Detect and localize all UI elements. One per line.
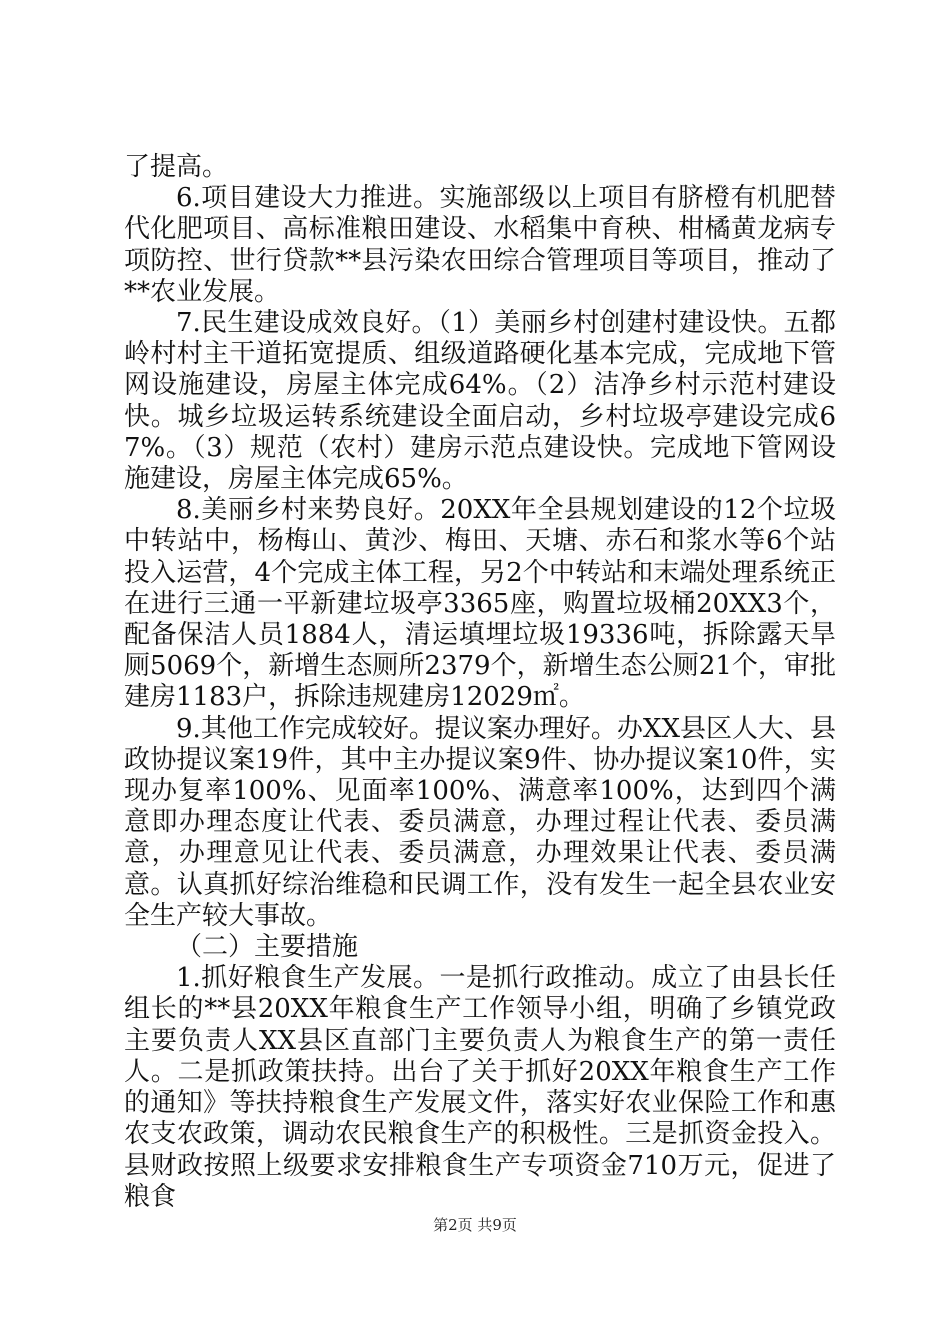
- paragraph-measure-1: 1.抓好粮食生产发展。一是抓行政推动。成立了由县长任组长的**县20XX年粮食生产工作领导小组，明确了乡镇党政主要负责人XX县区直部门主要负责人为粮食生产的第一责任人。二是抓政策扶持。出台了关于抓好20XX年粮食生产工作的通知》等扶持粮食生产发展文件，落实好农业保险工作和惠农支农政策，调动农民粮食生产的积极性。三是抓资金投入。县财政按照上级要求安排粮食生产专项资金710万元，促进了粮食: [124, 963, 836, 1212]
- paragraph-continuation: 了提高。: [124, 152, 229, 182]
- paragraph-item-6: 6.项目建设大力推进。实施部级以上项目有脐橙有机肥替代化肥项目、高标准粮田建设、水稻集中育秧、柑橘黄龙病专项防控、世行贷款**县污染农田综合管理项目等项目，推动了**农业发展。: [124, 183, 836, 307]
- page-number-footer: 第2页 共9页: [433, 1216, 517, 1234]
- section-heading: （二）主要措施: [176, 932, 359, 963]
- paragraph-item-9: 9.其他工作完成较好。提议案办理好。办XX县区人大、县政协提议案19件，其中主办提议案9件、协办提议案10件，实现办复率100%、见面率100%、满意率100%，达到四个满意即办理态度让代表、委员满意，办理过程让代表、委员满意，办理意见让代表、委员满意，办理效果让代表、委员满意。认真抓好综治维稳和民调工作，没有发生一起全县农业安全生产较大事故。: [124, 713, 836, 931]
- paragraph-item-8: 8.美丽乡村来势良好。20XX年全县规划建设的12个垃圾中转站中，杨梅山、黄沙、梅田、天塘、赤石和浆水等6个站投入运营，4个完成主体工程，另2个中转站和末端处理系统正在进行三通一平新建垃圾亭3365座，购置垃圾桶20XX3个，配备保洁人员1884人，清运填埋垃圾19336吨，拆除露天旱厕5069个，新增生态厕所2379个，新增生态公厕21个，审批建房1183户，拆除违规建房12029㎡。: [124, 495, 836, 713]
- paragraph-item-7: 7.民生建设成效良好。（1）美丽乡村创建村建设快。五都岭村村主干道拓宽提质、组级道路硬化基本完成，完成地下管网设施建设，房屋主体完成64%。（2）洁净乡村示范村建设快。城乡垃圾运转系统建设全面启动，乡村垃圾亭建设完成67%。（3）规范（农村）建房示范点建设快。完成地下管网设施建设，房屋主体完成65%。: [124, 308, 836, 495]
- document-body: [124, 152, 836, 1213]
